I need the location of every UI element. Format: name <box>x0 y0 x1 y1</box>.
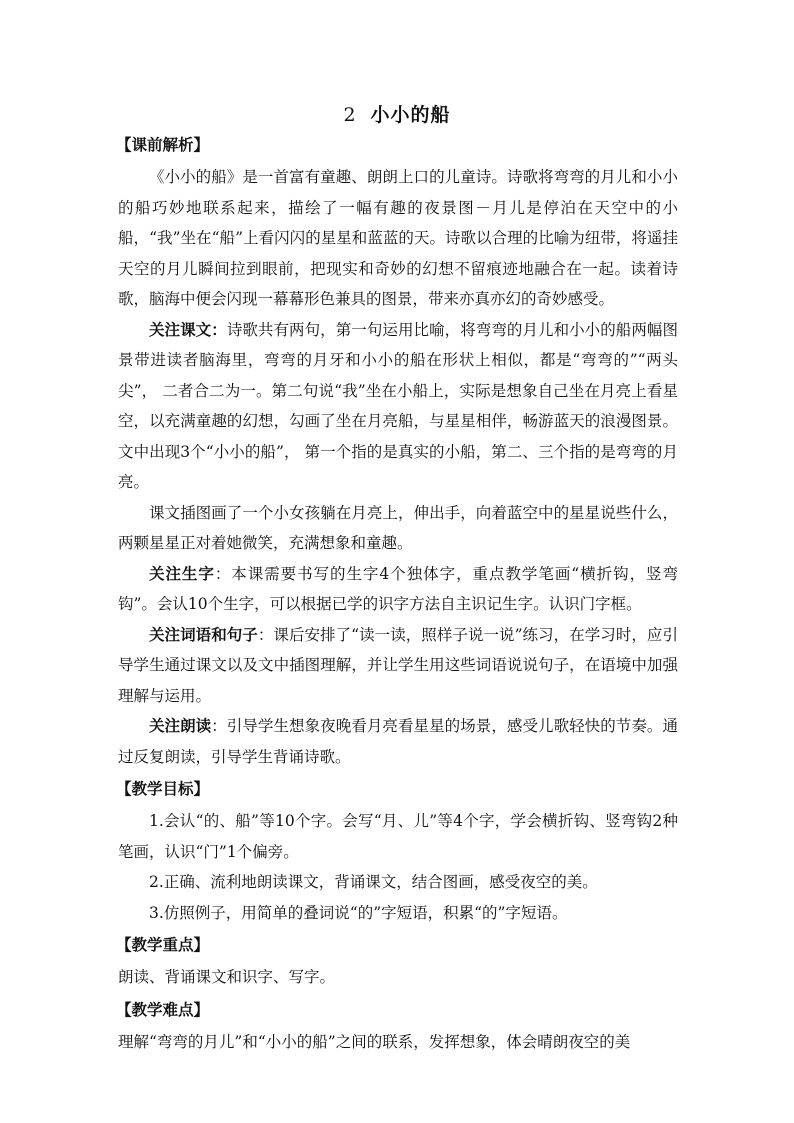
section-heading-difficulties: 【教学难点】 <box>116 999 210 1019</box>
section-heading-analysis: 【课前解析】 <box>116 135 210 154</box>
objective-item-2: 2.正确、流利地朗读课文，背诵课文，结合图画，感受夜空的美。 <box>149 873 598 891</box>
words-focus-body: ：课后安排了“读一读，照样子说一说”练习，在学习时，应引导学生通过课文以及文中插图理解，并让学生用这些词语说说句子，在语境中加强理解与运用。 <box>118 625 678 705</box>
section-heading-objectives: 【教学目标】 <box>116 779 210 798</box>
paragraph-reading-focus <box>118 711 678 772</box>
label-reading-focus: 关注朗读 <box>149 716 212 735</box>
paragraph-characters-focus <box>118 559 678 620</box>
objective-item-3: 3.仿照例子，用简单的叠词说“的”字短语，积累“的”字短语。 <box>149 903 568 922</box>
characters-focus-body: ：本课需要书写的生字4个独体字，重点教学笔画“横折钩，竖弯钩”。会认10个生字，可以根据已学的识字方法自主识记生字。认识门字框。 <box>118 564 678 613</box>
lesson-number: 2 <box>343 104 357 126</box>
lesson-title <box>0 100 794 127</box>
reading-focus-body: ：引导学生想象夜晚看月亮看星星的场景，感受儿歌轻快的节奏。通过反复朗读，引导学生背诵诗歌。 <box>118 717 678 766</box>
objective-item-1: 1.会认“的、船”等10个字。会写“月、儿”等4个字，学会横折钩、竖弯钩2种笔画，认识“门”1个偏旁。 <box>118 812 678 861</box>
key-points-text: 朗读、背诵课文和识字、写字。 <box>118 968 336 986</box>
paragraph-illustration: 课文插图画了一个小女孩躺在月亮上，伸出手，向着蓝空中的星星说些什么，两颗星星正对着她微笑，充满想象和童趣。 <box>118 503 678 552</box>
label-words-focus: 关注词语和句子 <box>149 624 258 644</box>
paragraph-words-focus <box>118 620 678 712</box>
paragraph-text-focus <box>118 315 678 498</box>
document-body <box>118 128 678 1057</box>
label-text-focus: 关注课文： <box>149 319 227 339</box>
paragraph-intro: 《小小的船》是一首富有童趣、朗朗上口的儿童诗。诗歌将弯弯的月儿和小小的船巧妙地联系起来，描绘了一幅有趣的夜景图－月儿是停泊在天空中的小船，“我”坐在“船”上看闪闪的星星和蓝蓝的天。诗歌以合理的比喻为纽带，将遥挂天空的月儿瞬间拉到眼前，把现实和奇妙的幻想不留痕迹地融合在一起。读着诗歌，脑海中便会闪现一幕幕形色兼具的图景，带来亦真亦幻的奇妙感受。 <box>118 168 678 308</box>
lesson-title-text: 小小的船 <box>370 104 451 126</box>
label-characters-focus: 关注生字 <box>149 563 215 583</box>
text-focus-body: 诗歌共有两句，第一句运用比喻，将弯弯的月儿和小小的船两幅图景带进读者脑海里，弯弯的月牙和小小的船在形状上相似，都是“弯弯的”“两头尖”， 二者合二为一。第二句说“我”坐在小船上，实际是想象自己坐在月亮上看星空，以充满童趣的幻想，勾画了坐在月亮船，与星星相伴，畅游蓝天的浪漫图景。文中出现3个“小小的船”， 第一个指的是真实的小船，第二、三个指的是弯弯的月亮。 <box>118 320 678 491</box>
difficulties-text: 理解“弯弯的月儿”和“小小的船”之间的联系，发挥想象，体会晴朗夜空的美 <box>118 1032 631 1051</box>
section-heading-key-points: 【教学重点】 <box>116 935 210 954</box>
